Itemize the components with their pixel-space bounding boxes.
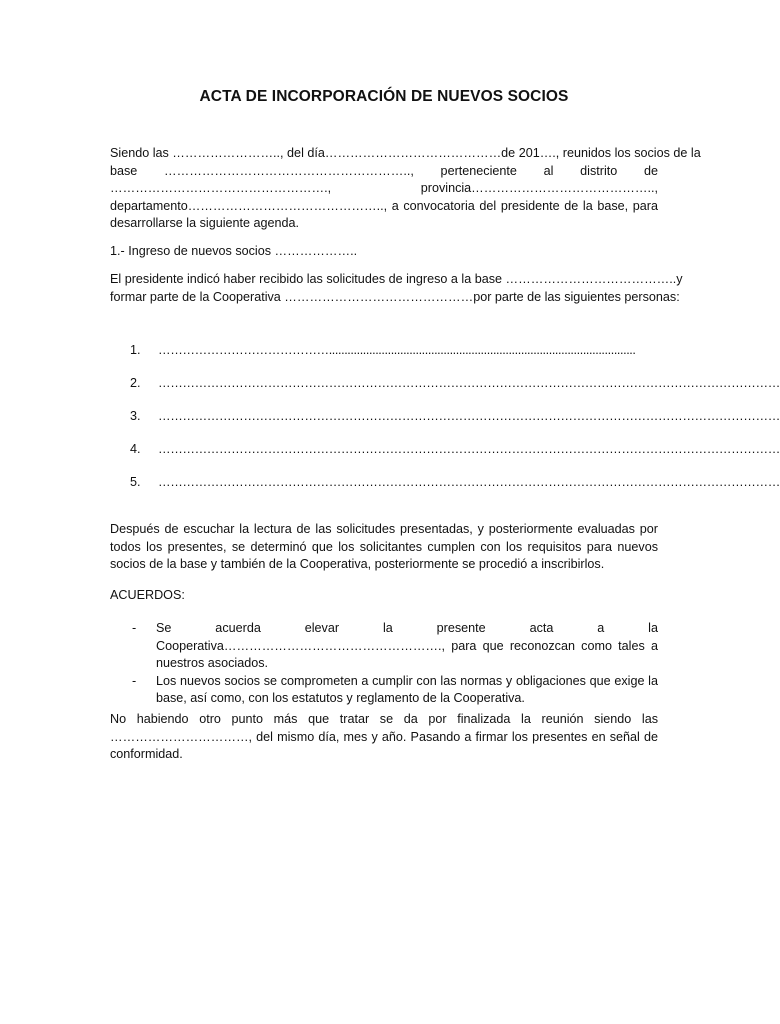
blank-line: ………………………………………………………………………………………………………………………………………	[158, 376, 780, 390]
list-number: 2.	[130, 376, 141, 390]
agreements-heading: ACUERDOS:	[110, 588, 185, 602]
agenda-item: 1.- Ingreso de nuevos socios ………………..	[110, 244, 358, 258]
agreement-text: Los nuevos socios se comprometen a cumplir con las normas y obligaciones que exige la base, así como, con los estatutos y reglamento de la Cooperativa.	[156, 673, 658, 706]
request-line: El presidente indicó haber recibido las solicitudes de ingreso a la base …………………………………..y	[110, 272, 683, 286]
agreements-list	[110, 620, 658, 708]
list-item	[110, 441, 780, 474]
evaluation-paragraph: Después de escuchar la lectura de las solicitudes presentadas, y posteriormente evaluadas por todos los presentes, se determinó que los solicitantes cumplen con los requisitos para nuevos socios de la base y también de la Cooperativa, posteriormente se procedió a inscribirlos.	[110, 522, 658, 572]
list-item	[110, 620, 658, 673]
list-number: 4.	[130, 442, 141, 456]
blank-line: ……………………………………...................................................................................................	[158, 343, 636, 357]
blank-line: ………………………………………………………………………………………………………………………………………	[158, 442, 780, 456]
list-item	[110, 673, 658, 708]
request-line: formar parte de la Cooperativa ………………………………………por parte de las siguientes personas:	[110, 289, 680, 304]
list-number: 5.	[130, 475, 141, 489]
bullet-dash: -	[132, 621, 137, 635]
intro-paragraph	[110, 145, 701, 233]
list-number: 1.	[130, 343, 141, 357]
agreement-text: Se acuerda elevar la presente acta a la Cooperativa……………………………………………., para que reconozcan como tales a nuestros asociados.	[156, 621, 658, 671]
bullet-dash: -	[132, 673, 137, 688]
closing-paragraph: No habiendo otro punto más que tratar se da por finalizada la reunión siendo las ……………………………, del mismo día, mes y año. Pasando a firmar los presentes en señal de conformidad.	[110, 712, 658, 762]
persons-list	[110, 342, 780, 507]
list-item	[110, 375, 780, 408]
intro-line: base ………………………………………………….., perteneciente al distrito de	[110, 163, 658, 178]
list-item	[110, 342, 658, 375]
list-number: 3.	[130, 409, 141, 423]
intro-line: desarrollarse la siguiente agenda.	[110, 216, 300, 231]
intro-line: ……………………………………………., provincia……………………………………..,	[110, 181, 658, 196]
blank-line: ………………………………………………………………………………………………………………………………………	[158, 409, 780, 423]
intro-line: departamento……………………………………….., a convocatoria del presidente de la base, para	[110, 198, 658, 213]
list-item	[110, 474, 780, 507]
request-paragraph	[110, 271, 683, 306]
document-title: ACTA DE INCORPORACIÓN DE NUEVOS SOCIOS	[199, 88, 569, 105]
list-item	[110, 408, 780, 441]
blank-line: ………………………………………………………………………………………………………………………………………	[158, 475, 780, 489]
intro-line: Siendo las …………………….., del día……………………………………de 201…., reunidos los socios de la	[110, 146, 701, 160]
